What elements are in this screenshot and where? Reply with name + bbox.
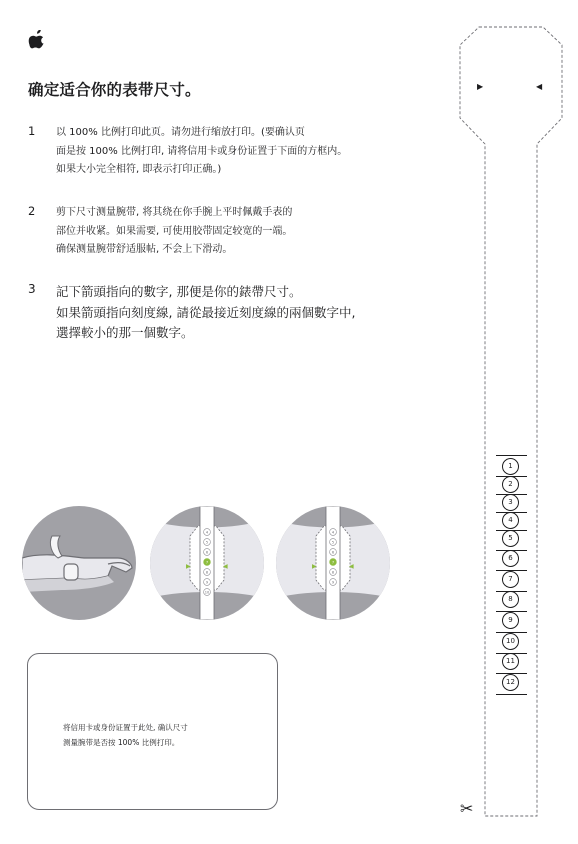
size-mark: 8 — [502, 591, 519, 608]
mini-size-label: 10 — [204, 590, 210, 595]
svg-text:▶: ▶ — [186, 563, 191, 570]
card-box-line: 将信用卡或身份证置于此处, 确认尺寸 — [63, 723, 188, 732]
right-arrow-marker: ◀ — [536, 82, 543, 91]
mini-size-label: 8 — [331, 570, 335, 575]
size-mark: 2 — [502, 476, 519, 493]
svg-text:◀: ◀ — [223, 563, 228, 570]
scale-tick — [496, 694, 527, 695]
size-mark: 3 — [502, 494, 519, 511]
page-title: 确定适合你的表带尺寸。 — [28, 81, 201, 99]
mini-size-label: 9 — [331, 580, 335, 585]
mini-size-label: 7 — [205, 560, 209, 565]
step-text-line: 如果箭頭指向刻度線, 請從最接近刻度線的兩個數字中, — [56, 304, 356, 320]
scissors-icon: ✂ — [460, 799, 474, 818]
strip-on-wrist-illustration — [150, 506, 264, 620]
size-mark: 9 — [502, 612, 519, 629]
size-mark: 10 — [502, 633, 519, 650]
step-number: 1 — [28, 124, 36, 138]
size-mark: 6 — [502, 550, 519, 567]
strip-size-reading-illustration — [276, 506, 390, 620]
step-text-line: 記下箭頭指向的數字, 那便是你的錶帶尺寸。 — [56, 284, 302, 299]
wrist-watch-illustration — [22, 506, 136, 620]
mini-size-label: 5 — [205, 540, 209, 545]
step-text-line: 剪下尺寸测量腕带, 将其绕在你手腕上平时佩戴手表的 — [56, 207, 293, 218]
step-text-line: 以 100% 比例打印此页。请勿进行缩放打印。(要确认页 — [56, 127, 305, 138]
apple-logo-icon — [28, 30, 46, 50]
scale-tick — [496, 455, 527, 456]
step-text-line: 如果大小完全相符, 即表示打印正确。) — [56, 164, 222, 175]
size-mark: 11 — [502, 653, 519, 670]
size-mark: 5 — [502, 530, 519, 547]
step-text-line: 确保测量腕带舒适服帖, 不会上下滑动。 — [56, 244, 233, 255]
size-mark: 4 — [502, 512, 519, 529]
mini-size-label: 6 — [331, 550, 335, 555]
step-number: 2 — [28, 204, 36, 218]
mini-size-label: 6 — [205, 550, 209, 555]
mini-size-label: 7 — [331, 560, 335, 565]
svg-text:▶: ▶ — [312, 563, 317, 570]
left-arrow-marker: ▶ — [477, 82, 484, 91]
mini-size-label: 9 — [205, 580, 209, 585]
card-box-line: 测量腕带是否按 100% 比例打印。 — [63, 738, 180, 747]
card-box-instructions — [63, 720, 188, 750]
step-number: 3 — [28, 282, 36, 296]
step-text-line: 選擇較小的那一個數字。 — [56, 325, 194, 340]
measuring-strip-outline — [455, 26, 567, 818]
mini-size-label: 4 — [331, 530, 335, 535]
size-mark: 1 — [502, 458, 519, 475]
mini-size-label: 5 — [331, 540, 335, 545]
mini-size-label: 8 — [205, 570, 209, 575]
size-mark: 7 — [502, 571, 519, 588]
svg-text:◀: ◀ — [349, 563, 354, 570]
step-text-line: 面是按 100% 比例打印, 请将信用卡或身份证置于下面的方框内。 — [56, 145, 348, 157]
step-text-line: 部位并收紧。如果需要, 可使用胶带固定较宽的一端。 — [56, 225, 293, 237]
size-mark: 12 — [502, 674, 519, 691]
mini-size-label: 4 — [205, 530, 209, 535]
